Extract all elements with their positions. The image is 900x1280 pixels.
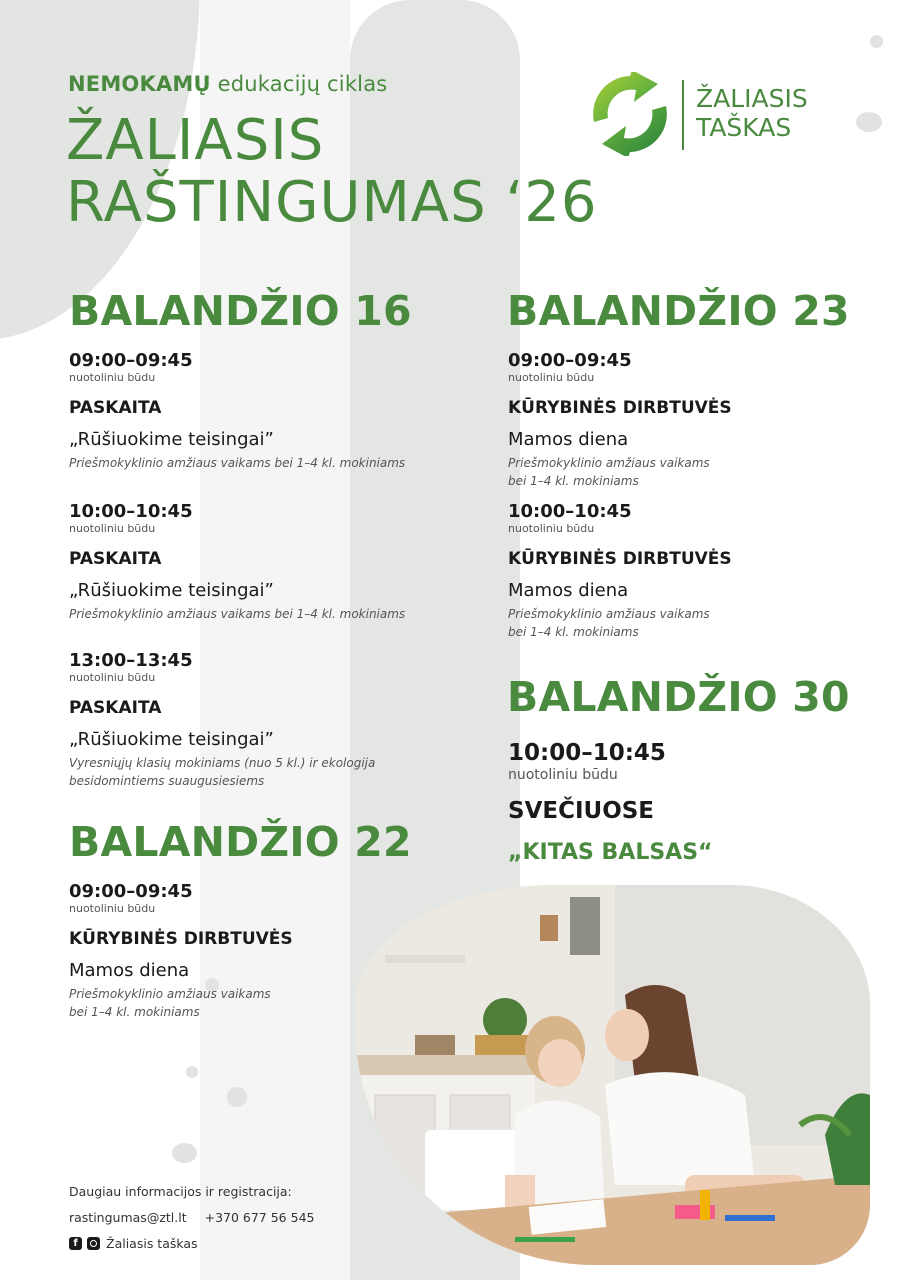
event-time: 13:00–13:45 <box>69 650 193 671</box>
logo <box>588 72 828 156</box>
event-name: Mamos diena <box>508 429 629 450</box>
event-item <box>69 502 449 623</box>
subtitle-text: edukacijų ciklas <box>210 72 388 96</box>
footer-contacts <box>69 1210 314 1225</box>
facebook-icon[interactable]: f <box>69 1237 82 1250</box>
event-type: PASKAITA <box>69 398 162 418</box>
event-mode: nuotoliniu būdu <box>508 371 595 384</box>
decor-dot <box>172 1143 197 1163</box>
event-item <box>69 351 449 472</box>
decor-dot <box>227 1087 247 1107</box>
event-time: 10:00–10:45 <box>508 740 666 766</box>
event-name: „Rūšiuokime teisingai” <box>69 729 274 750</box>
event-audience: Priešmokyklinio amžiaus vaikams bei 1–4 kl. mokiniams <box>69 607 406 621</box>
instagram-icon[interactable] <box>87 1237 100 1250</box>
logo-line-2: TAŠKAS <box>696 113 792 142</box>
contact-email[interactable]: rastingumas@ztl.lt <box>69 1210 187 1225</box>
event-audience: Priešmokyklinio amžiaus vaikams bei 1–4 kl. mokiniams <box>69 987 271 1019</box>
decor-dot <box>856 112 882 132</box>
event-name: „Rūšiuokime teisingai” <box>69 429 274 450</box>
event-time: 09:00–09:45 <box>508 350 632 371</box>
event-name: Mamos diena <box>508 580 629 601</box>
decor-dot <box>870 35 883 48</box>
event-item <box>508 740 848 866</box>
event-type: SVEČIUOSE <box>508 798 655 824</box>
event-mode: nuotoliniu būdu <box>508 767 618 783</box>
event-type: PASKAITA <box>69 549 162 569</box>
event-item <box>508 351 838 490</box>
contact-phone[interactable]: +370 677 56 545 <box>204 1210 315 1225</box>
event-mode: nuotoliniu būdu <box>69 522 156 535</box>
series-subtitle <box>68 72 387 96</box>
event-type: KŪRYBINĖS DIRBTUVĖS <box>508 398 732 418</box>
event-item <box>69 882 299 1021</box>
event-time: 09:00–09:45 <box>69 881 193 902</box>
subtitle-emphasis: NEMOKAMŲ <box>68 72 211 96</box>
event-name: Mamos diena <box>69 960 190 981</box>
event-type: PASKAITA <box>69 698 162 718</box>
footer-social <box>69 1236 198 1251</box>
event-item <box>69 651 449 790</box>
event-type: KŪRYBINĖS DIRBTUVĖS <box>69 929 293 949</box>
event-audience: Vyresniųjų klasių mokiniams (nuo 5 kl.) ir ekologija besidomintiems suaugusiesiems <box>69 756 376 788</box>
event-item <box>508 502 838 641</box>
date-heading: BALANDŽIO 23 <box>507 287 850 335</box>
date-heading: BALANDŽIO 30 <box>507 673 850 721</box>
social-name: Žaliasis taškas <box>106 1236 198 1251</box>
event-mode: nuotoliniu būdu <box>508 522 595 535</box>
logo-line-1: ŽALIASIS <box>696 84 808 113</box>
date-heading: BALANDŽIO 22 <box>69 818 412 866</box>
event-type: KŪRYBINĖS DIRBTUVĖS <box>508 549 732 569</box>
logo-wordmark <box>696 84 808 142</box>
event-mode: nuotoliniu būdu <box>69 371 156 384</box>
footer-info: Daugiau informacijos ir registracija: <box>69 1184 292 1199</box>
event-audience: Priešmokyklinio amžiaus vaikams bei 1–4 kl. mokiniams <box>508 607 710 639</box>
event-name: „KITAS BALSAS“ <box>508 840 713 865</box>
event-mode: nuotoliniu būdu <box>69 902 156 915</box>
logo-divider <box>682 80 684 150</box>
decor-dot <box>186 1066 198 1078</box>
title-line-1: ŽALIASIS <box>66 108 325 173</box>
event-audience: Priešmokyklinio amžiaus vaikams bei 1–4 kl. mokiniams <box>508 456 710 488</box>
event-time: 10:00–10:45 <box>69 501 193 522</box>
date-heading: BALANDŽIO 16 <box>69 287 412 335</box>
event-audience: Priešmokyklinio amžiaus vaikams bei 1–4 kl. mokiniams <box>69 456 406 470</box>
event-time: 10:00–10:45 <box>508 501 632 522</box>
page-title <box>66 110 598 234</box>
event-name: „Rūšiuokime teisingai” <box>69 580 274 601</box>
title-line-2: RAŠTINGUMAS ‘26 <box>66 170 598 235</box>
event-time: 09:00–09:45 <box>69 350 193 371</box>
recycle-arrows-icon <box>588 72 672 156</box>
event-mode: nuotoliniu būdu <box>69 671 156 684</box>
